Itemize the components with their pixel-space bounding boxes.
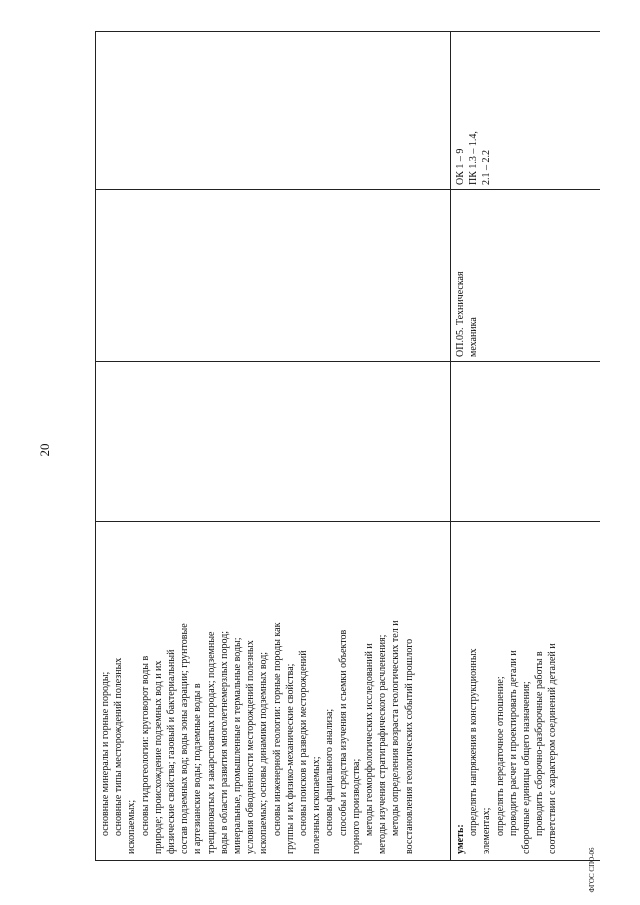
text-line: уметь: — [455, 824, 466, 854]
text-line: и артезианские воды; подземные воды в — [192, 683, 204, 854]
discipline-line-2: механика — [468, 317, 480, 357]
text-line: методы изучения стратиграфического расчленения; — [377, 634, 389, 854]
page-number: 20 — [37, 443, 52, 457]
competency-line-3: 2.1 – 2.2 — [481, 150, 493, 185]
text-line: соответствии с характером соединений деталей и — [547, 643, 559, 854]
text-line: основы поисков и разведки месторождений — [298, 650, 310, 836]
text-line: минеральные, промышленные и термальные воды; — [232, 637, 244, 854]
text-line: горного производства; — [350, 758, 362, 854]
competency-cell — [451, 30, 600, 190]
text-line: физические свойства; газовый и бактериальный — [166, 649, 178, 854]
text-line: природе; происхождение подземных вод и их — [152, 660, 164, 854]
text-line: основные минералы и горные породы; — [100, 671, 111, 836]
hours-cell — [96, 362, 450, 522]
competency-cell-empty — [96, 30, 450, 190]
text-line: элементах; — [481, 807, 493, 854]
text-line: условия обводненности месторождений полезных — [245, 640, 257, 854]
text-line: проводить расчет и проектировать детали и — [507, 650, 519, 836]
text-line: ископаемых; основы динамики подземных вод; — [258, 651, 270, 854]
text-line: ископаемых; — [126, 799, 138, 854]
discipline-cell — [451, 190, 600, 362]
table-row-geology — [95, 31, 450, 861]
competency-table — [95, 31, 600, 861]
text-line: полезных ископаемых; — [311, 756, 323, 854]
knowledge-cell — [96, 522, 450, 860]
text-line: основы инженерной геологии: горные породы как — [271, 622, 283, 836]
text-line: проводить сборочно-разборочные работы в — [534, 651, 546, 836]
discipline-cell-empty — [96, 190, 450, 362]
text-line: восстановления геологических событий прошлого — [403, 638, 415, 854]
table-row-mechanics — [450, 31, 600, 861]
competency-line-1: ОК 1 – 9 — [455, 148, 466, 185]
text-line: основы фациального анализа; — [324, 708, 336, 836]
text-line: определять напряжения в конструкционных — [468, 648, 480, 836]
text-line: состав подземных вод; воды зоны аэрации; грунтовые — [179, 623, 191, 854]
text-line: трещиноватых и закарстоватых породах; подземные — [205, 631, 217, 854]
text-line: группы и их физико-механические свойства; — [284, 663, 296, 854]
text-line: сборочные единицы общего назначения; — [521, 681, 533, 854]
text-line: методы геоморфологических исследований и — [364, 643, 376, 836]
text-line: основные типы месторождений полезных — [113, 657, 125, 836]
text-line: воды в области развития многолетнемерзлых пород; — [218, 630, 230, 854]
discipline-line-1: ОП.05. Техническая — [455, 271, 466, 357]
text-line: основы гидрогеологии: круговорот воды в — [139, 655, 151, 836]
skills-cell — [451, 522, 600, 860]
text-line: методы определения возраста геологических тел и — [390, 620, 402, 836]
footer-code: ФГОС СПО-06 — [588, 847, 596, 893]
text-line: способы и средства изучения и съемки объектов — [337, 629, 349, 836]
hours-cell-mechanics — [451, 362, 600, 522]
text-line: определять передаточное отношение; — [494, 676, 506, 836]
competency-line-2: ПК 1.3 – 1.4, — [468, 131, 480, 185]
